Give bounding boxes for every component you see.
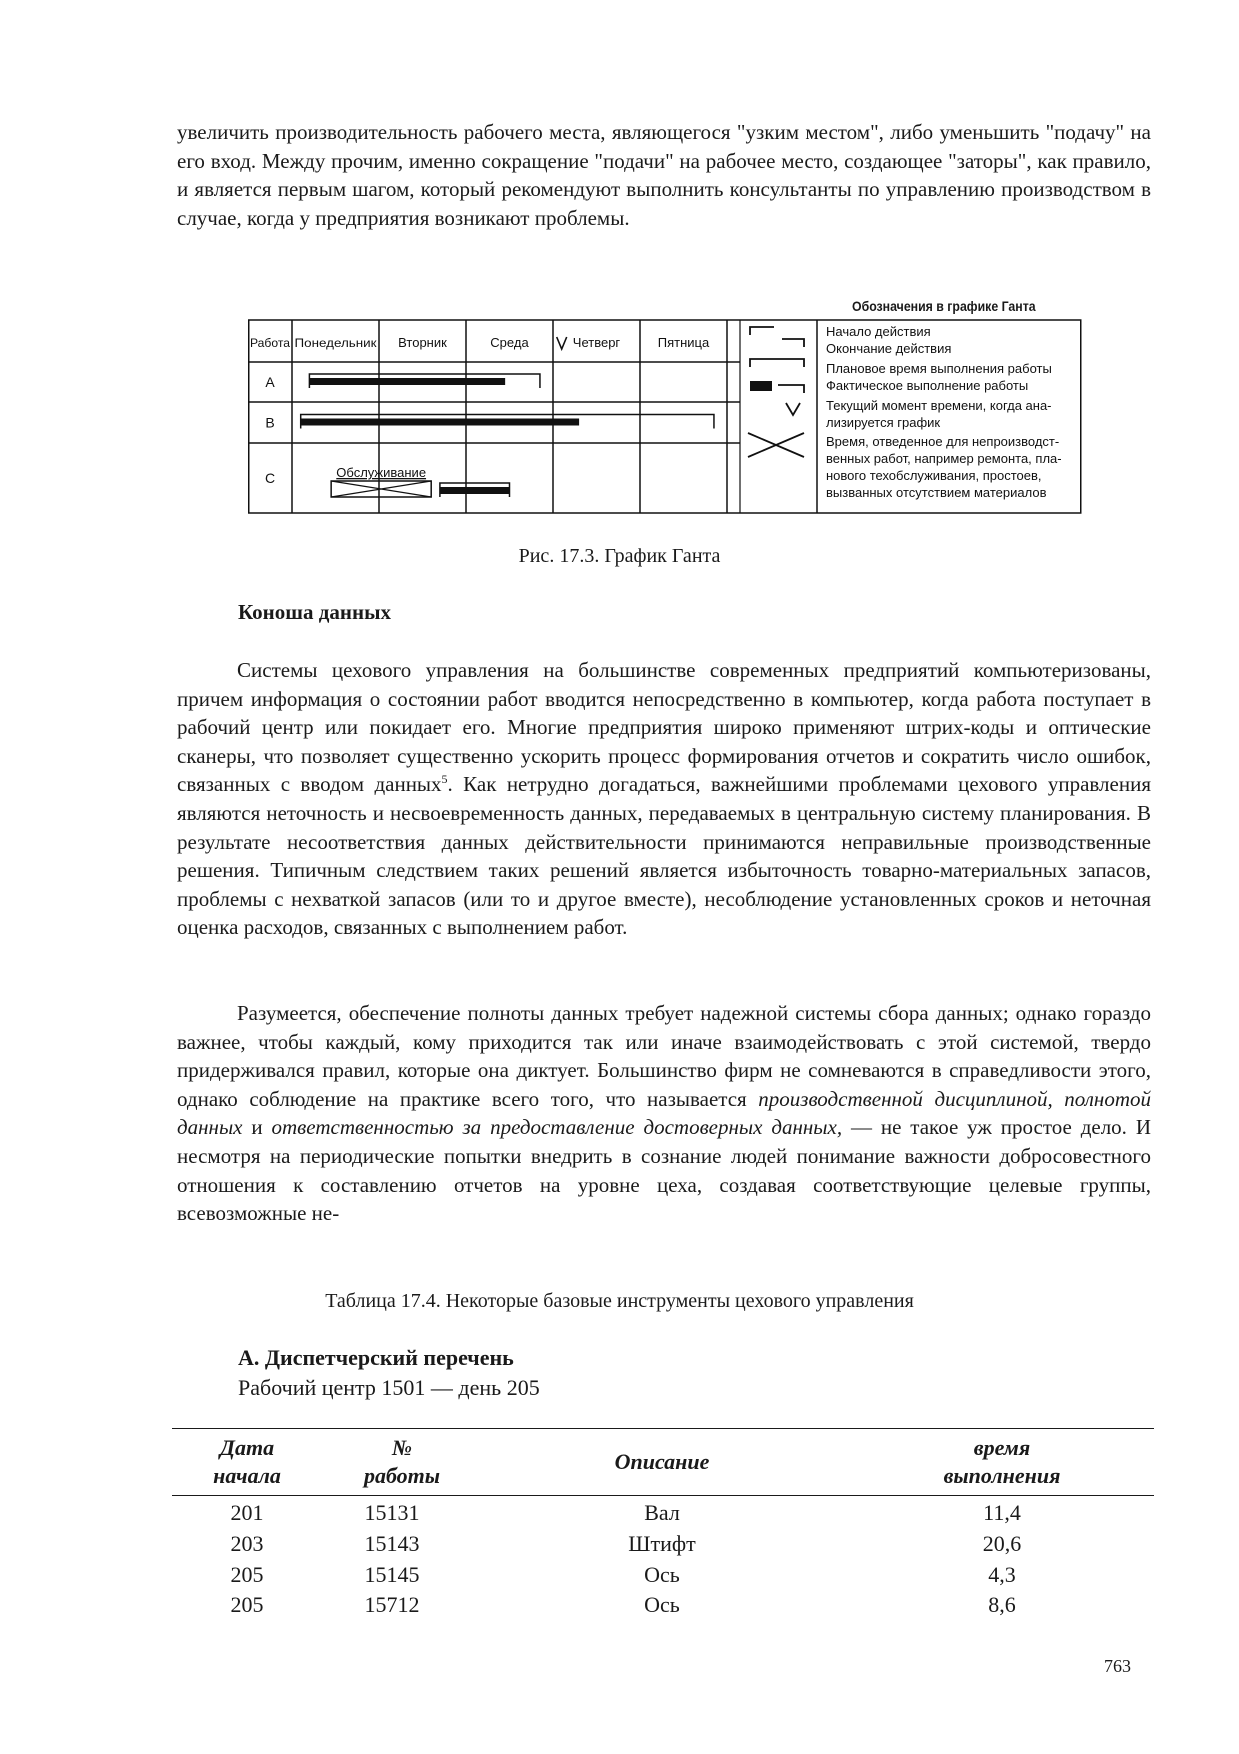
table-header-rule bbox=[172, 1495, 1154, 1496]
legend-text-line: нового техобслуживания, простоев, bbox=[826, 468, 1042, 483]
legend-end-symbol bbox=[782, 339, 804, 347]
gantt-actual-bar bbox=[309, 378, 505, 385]
header-line: Дата bbox=[219, 1435, 275, 1460]
legend-text-line: Окончание действия bbox=[826, 341, 952, 356]
cell-duration: 8,6 bbox=[988, 1592, 1016, 1617]
cell-description: Ось bbox=[644, 1562, 680, 1587]
header-description bbox=[482, 1448, 842, 1476]
legend-text-line: вызванных отсутствием материалов bbox=[826, 485, 1047, 500]
section-heading: Коноша данных bbox=[238, 600, 391, 624]
gantt-job-label: A bbox=[265, 374, 275, 390]
legend-text-line: Начало действия bbox=[826, 324, 931, 339]
header-start-date bbox=[172, 1434, 322, 1490]
header-line: начала bbox=[213, 1463, 281, 1488]
cell-description: Штифт bbox=[628, 1531, 696, 1556]
body-paragraph-2 bbox=[177, 999, 1151, 1228]
table-caption: Таблица 17.4. Некоторые базовые инструменты цехового управления bbox=[325, 1290, 914, 1312]
legend-start-symbol bbox=[750, 327, 774, 335]
gantt-legend-title: Обозначения в графике Ганта bbox=[852, 298, 1036, 314]
legend-current-symbol bbox=[786, 403, 800, 415]
cell-job-number: 15145 bbox=[364, 1562, 420, 1587]
header-line: выполнения bbox=[943, 1463, 1061, 1488]
legend-planned-symbol bbox=[750, 359, 804, 367]
cell-description: Вал bbox=[644, 1500, 680, 1525]
paragraph-text: Системы цехового управления на большинстве современных предприятий компьютеризованы, причем информация о состоянии работ вводится непосредственно в компьютер, когда работа поступает в рабочий центр или покидает его. Многие предприятия широко применяют штрих-коды и оптические сканеры, что позволяет существенно ускорить процесс формирования отчетов и сократить число ошибок, связанных с вводом данных bbox=[177, 658, 1151, 797]
header-job-number bbox=[322, 1434, 482, 1490]
gantt-maintenance-label: Обслуживание bbox=[336, 465, 427, 480]
header-duration bbox=[852, 1434, 1152, 1490]
legend-actual-symbol bbox=[778, 385, 804, 393]
paragraph-emphasis: ответственностью за предоставление достоверных данных, bbox=[271, 1115, 843, 1140]
legend-text-line: венных работ, например ремонта, пла- bbox=[826, 451, 1062, 466]
cell-description: Ось bbox=[644, 1592, 680, 1617]
gantt-svg bbox=[248, 293, 1082, 515]
cell-job-number: 15143 bbox=[364, 1531, 420, 1556]
cell-duration: 4,3 bbox=[988, 1562, 1016, 1587]
figure-caption: Рис. 17.3. График Ганта bbox=[518, 545, 721, 567]
paragraph-text: и bbox=[242, 1115, 272, 1140]
gantt-header-label: Пятница bbox=[657, 335, 710, 350]
cell-start-date: 205 bbox=[230, 1592, 264, 1617]
paragraph-text: Разумеется, обеспечение полноты данных требует надежной системы сбора данных; однако гораздо важнее, чтобы каждый, кому приходится так или иначе взаимодействовать с этой системой, твердо придерживался правил, которые она диктует. Большинство фирм не сомневаются в справедливости этого, однако соблюдение на практике всего того, что называется bbox=[177, 1001, 1151, 1111]
gantt-header-label: Вторник bbox=[398, 335, 447, 350]
gantt-header-label: Работа bbox=[250, 336, 291, 350]
cell-start-date: 203 bbox=[230, 1531, 264, 1556]
cell-job-number: 15131 bbox=[364, 1500, 420, 1525]
cell-job-number: 15712 bbox=[364, 1592, 420, 1617]
gantt-job-label: B bbox=[265, 414, 275, 431]
legend-actual-fill bbox=[750, 381, 772, 391]
table-title: А. Диспетчерский перечень bbox=[238, 1345, 514, 1370]
gantt-header-label: Понедельник bbox=[294, 336, 378, 350]
header-line: работы bbox=[363, 1463, 441, 1488]
legend-text-line: Время, отведенное для непроизводст- bbox=[826, 434, 1060, 449]
page-number: 763 bbox=[1104, 1656, 1131, 1676]
header-line: время bbox=[973, 1435, 1031, 1460]
cell-duration: 11,4 bbox=[983, 1500, 1021, 1525]
cell-start-date: 201 bbox=[230, 1500, 264, 1525]
footnote-marker: 5 bbox=[441, 772, 448, 787]
gantt-chart bbox=[248, 293, 1082, 515]
intro-paragraph: увеличить производительность рабочего места, являющегося "узким местом", либо уменьшить "подачу" на его вход. Между прочим, именно сокращение "подачи" на рабочее место, создающее "заторы", как правило, и является первым шагом, который рекомендуют выполнить консультанты по управлению производством в случае, когда у предприятия возникают проблемы. bbox=[177, 120, 1151, 230]
header-line: № bbox=[391, 1435, 413, 1460]
legend-text-line: Плановое время выполнения работы bbox=[826, 361, 1052, 376]
cell-start-date: 205 bbox=[230, 1562, 264, 1587]
legend-text-line: лизируется график bbox=[826, 415, 941, 430]
header-line: Описание bbox=[614, 1449, 710, 1474]
gantt-header-label: Четверг bbox=[572, 335, 621, 350]
gantt-job-label: C bbox=[264, 470, 276, 486]
gantt-current-time-marker bbox=[557, 337, 567, 349]
gantt-actual-bar bbox=[440, 487, 510, 494]
paragraph-text: . Как нетрудно догадаться, важнейшими проблемами цехового управления являются неточность и несвоевременность данных, передаваемых в центральную систему планирования. В результате несоответствия данных действительности принимаются неправильные производственные решения. Типичным следствием таких решений является избыточность товарно-материальных запасов, проблемы с нехваткой запасов (или то и другое вместе), несоблюдение установленных сроков и неточная оценка расходов, связанных с выполнением работ. bbox=[177, 772, 1151, 940]
body-paragraph-1 bbox=[177, 656, 1151, 942]
gantt-header-label: Среда bbox=[490, 335, 529, 350]
legend-text-line: Текущий момент времени, когда ана- bbox=[826, 398, 1052, 413]
table-top-rule bbox=[172, 1428, 1154, 1429]
table-subtitle: Рабочий центр 1501 — день 205 bbox=[238, 1375, 540, 1400]
legend-text-line: Фактическое выполнение работы bbox=[826, 378, 1029, 393]
paragraph-emphasis: производственной дисциплиной, полнотой данных bbox=[177, 1086, 1152, 1140]
paragraph-text: — не такое уж простое дело. И несмотря на периодические попытки внедрить в сознание людей понимание важности добросовестного отношения к составлению отчетов на уровне цеха, создавая соответствующие целевые группы, всевозможные не- bbox=[177, 1115, 1151, 1226]
gantt-actual-bar bbox=[301, 419, 579, 426]
cell-duration: 20,6 bbox=[982, 1531, 1022, 1556]
